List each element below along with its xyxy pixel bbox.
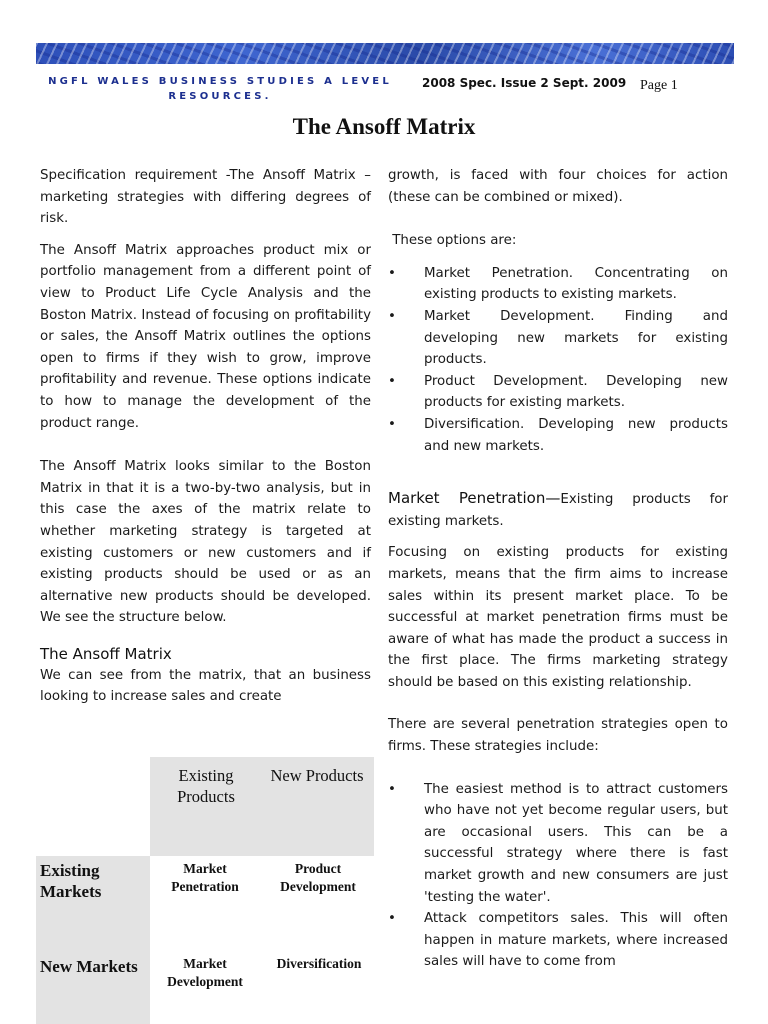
- strategies-list: [388, 779, 728, 973]
- matrix-cell-product-development: Product Development: [280, 861, 356, 894]
- header-banner: [36, 43, 734, 64]
- growth-paragraph: growth, is faced with four choices for action (these can be combined or mixed).: [388, 168, 728, 205]
- structure-paragraph: The Ansoff Matrix looks similar to the Boston Matrix in that it is a two-by-two analysis, but in this case the axes of the matrix relate to whether marketing strategy is targeted at existing customers or new customers and if existing products should be used or as an alternative new products should be developed. We see the structure below.: [40, 459, 371, 626]
- matrix-cell-market-penetration: Market Penetration: [171, 861, 239, 894]
- page-number: Page 1: [640, 78, 678, 93]
- spec-paragraph: Specification requirement -The Ansoff Matrix – marketing strategies with differing degrees of risk.: [40, 168, 371, 227]
- document-title: The Ansoff Matrix: [292, 114, 476, 139]
- left-column: [40, 165, 371, 708]
- ansoff-matrix: [36, 757, 374, 1024]
- strategy-item: • The easiest method is to attract customers who have not yet become regular users, but are occasional users. This can be a successful strategy where there is fast market growth and new consumers are just 'testing the water'.: [388, 781, 728, 905]
- market-penetration-subtitle: Existing products for existing markets.: [388, 492, 728, 529]
- matrix-row-new-markets: New Markets: [40, 957, 138, 976]
- matrix-heading: The Ansoff Matrix: [40, 644, 172, 663]
- header-org: NGFL WALES BUSINESS STUDIES A LEVEL RESOURCES.: [48, 76, 392, 102]
- matrix-col-existing-products: Existing Products: [177, 766, 235, 806]
- market-penetration-heading: [388, 488, 728, 532]
- option-item: • Product Development. Developing new products for existing markets.: [388, 373, 728, 411]
- option-item: • Market Development. Finding and developing new markets for existing products.: [388, 308, 728, 368]
- header-spec: 2008 Spec. Issue 2 Sept. 2009: [422, 76, 627, 90]
- option-item: • Diversification. Developing new products and new markets.: [388, 416, 728, 454]
- options-list: [388, 263, 728, 457]
- option-item: • Market Penetration. Concentrating on existing products to existing markets.: [388, 265, 728, 303]
- matrix-intro-paragraph: We can see from the matrix, that an business looking to increase sales and create: [40, 667, 371, 705]
- right-column: [388, 165, 728, 973]
- strategies-intro: There are several penetration strategies open to firms. These strategies include:: [388, 717, 728, 755]
- intro-paragraph: The Ansoff Matrix approaches product mix or portfolio management from a different point of view to Product Life Cycle Analysis and the Boston Matrix. Instead of focusing on profitability or sales, the Ansoff Matrix outlines the options open to firms if they wish to grow, improve profitability and revenue. These options indicate to how to manage the development of the product range.: [40, 242, 371, 431]
- matrix-cell-diversification: Diversification: [276, 956, 362, 971]
- strategy-item: • Attack competitors sales. This will often happen in mature markets, where increased sales will have to come from: [388, 911, 728, 970]
- matrix-row-existing-markets: Existing Markets: [40, 861, 102, 901]
- matrix-col-new-products: New Products: [270, 766, 364, 785]
- market-penetration-title: Market Penetration—: [388, 489, 561, 508]
- penetration-paragraph: Focusing on existing products for existing markets, means that the firm aims to increase sales within its present market place. To be successful at market penetration firms must be aware of what has made the product a success in the first place. The firms marketing strategy should be based on this existing relationship.: [388, 545, 728, 690]
- options-intro: These options are:: [388, 233, 517, 249]
- matrix-cell-market-development: Market Development: [167, 956, 243, 989]
